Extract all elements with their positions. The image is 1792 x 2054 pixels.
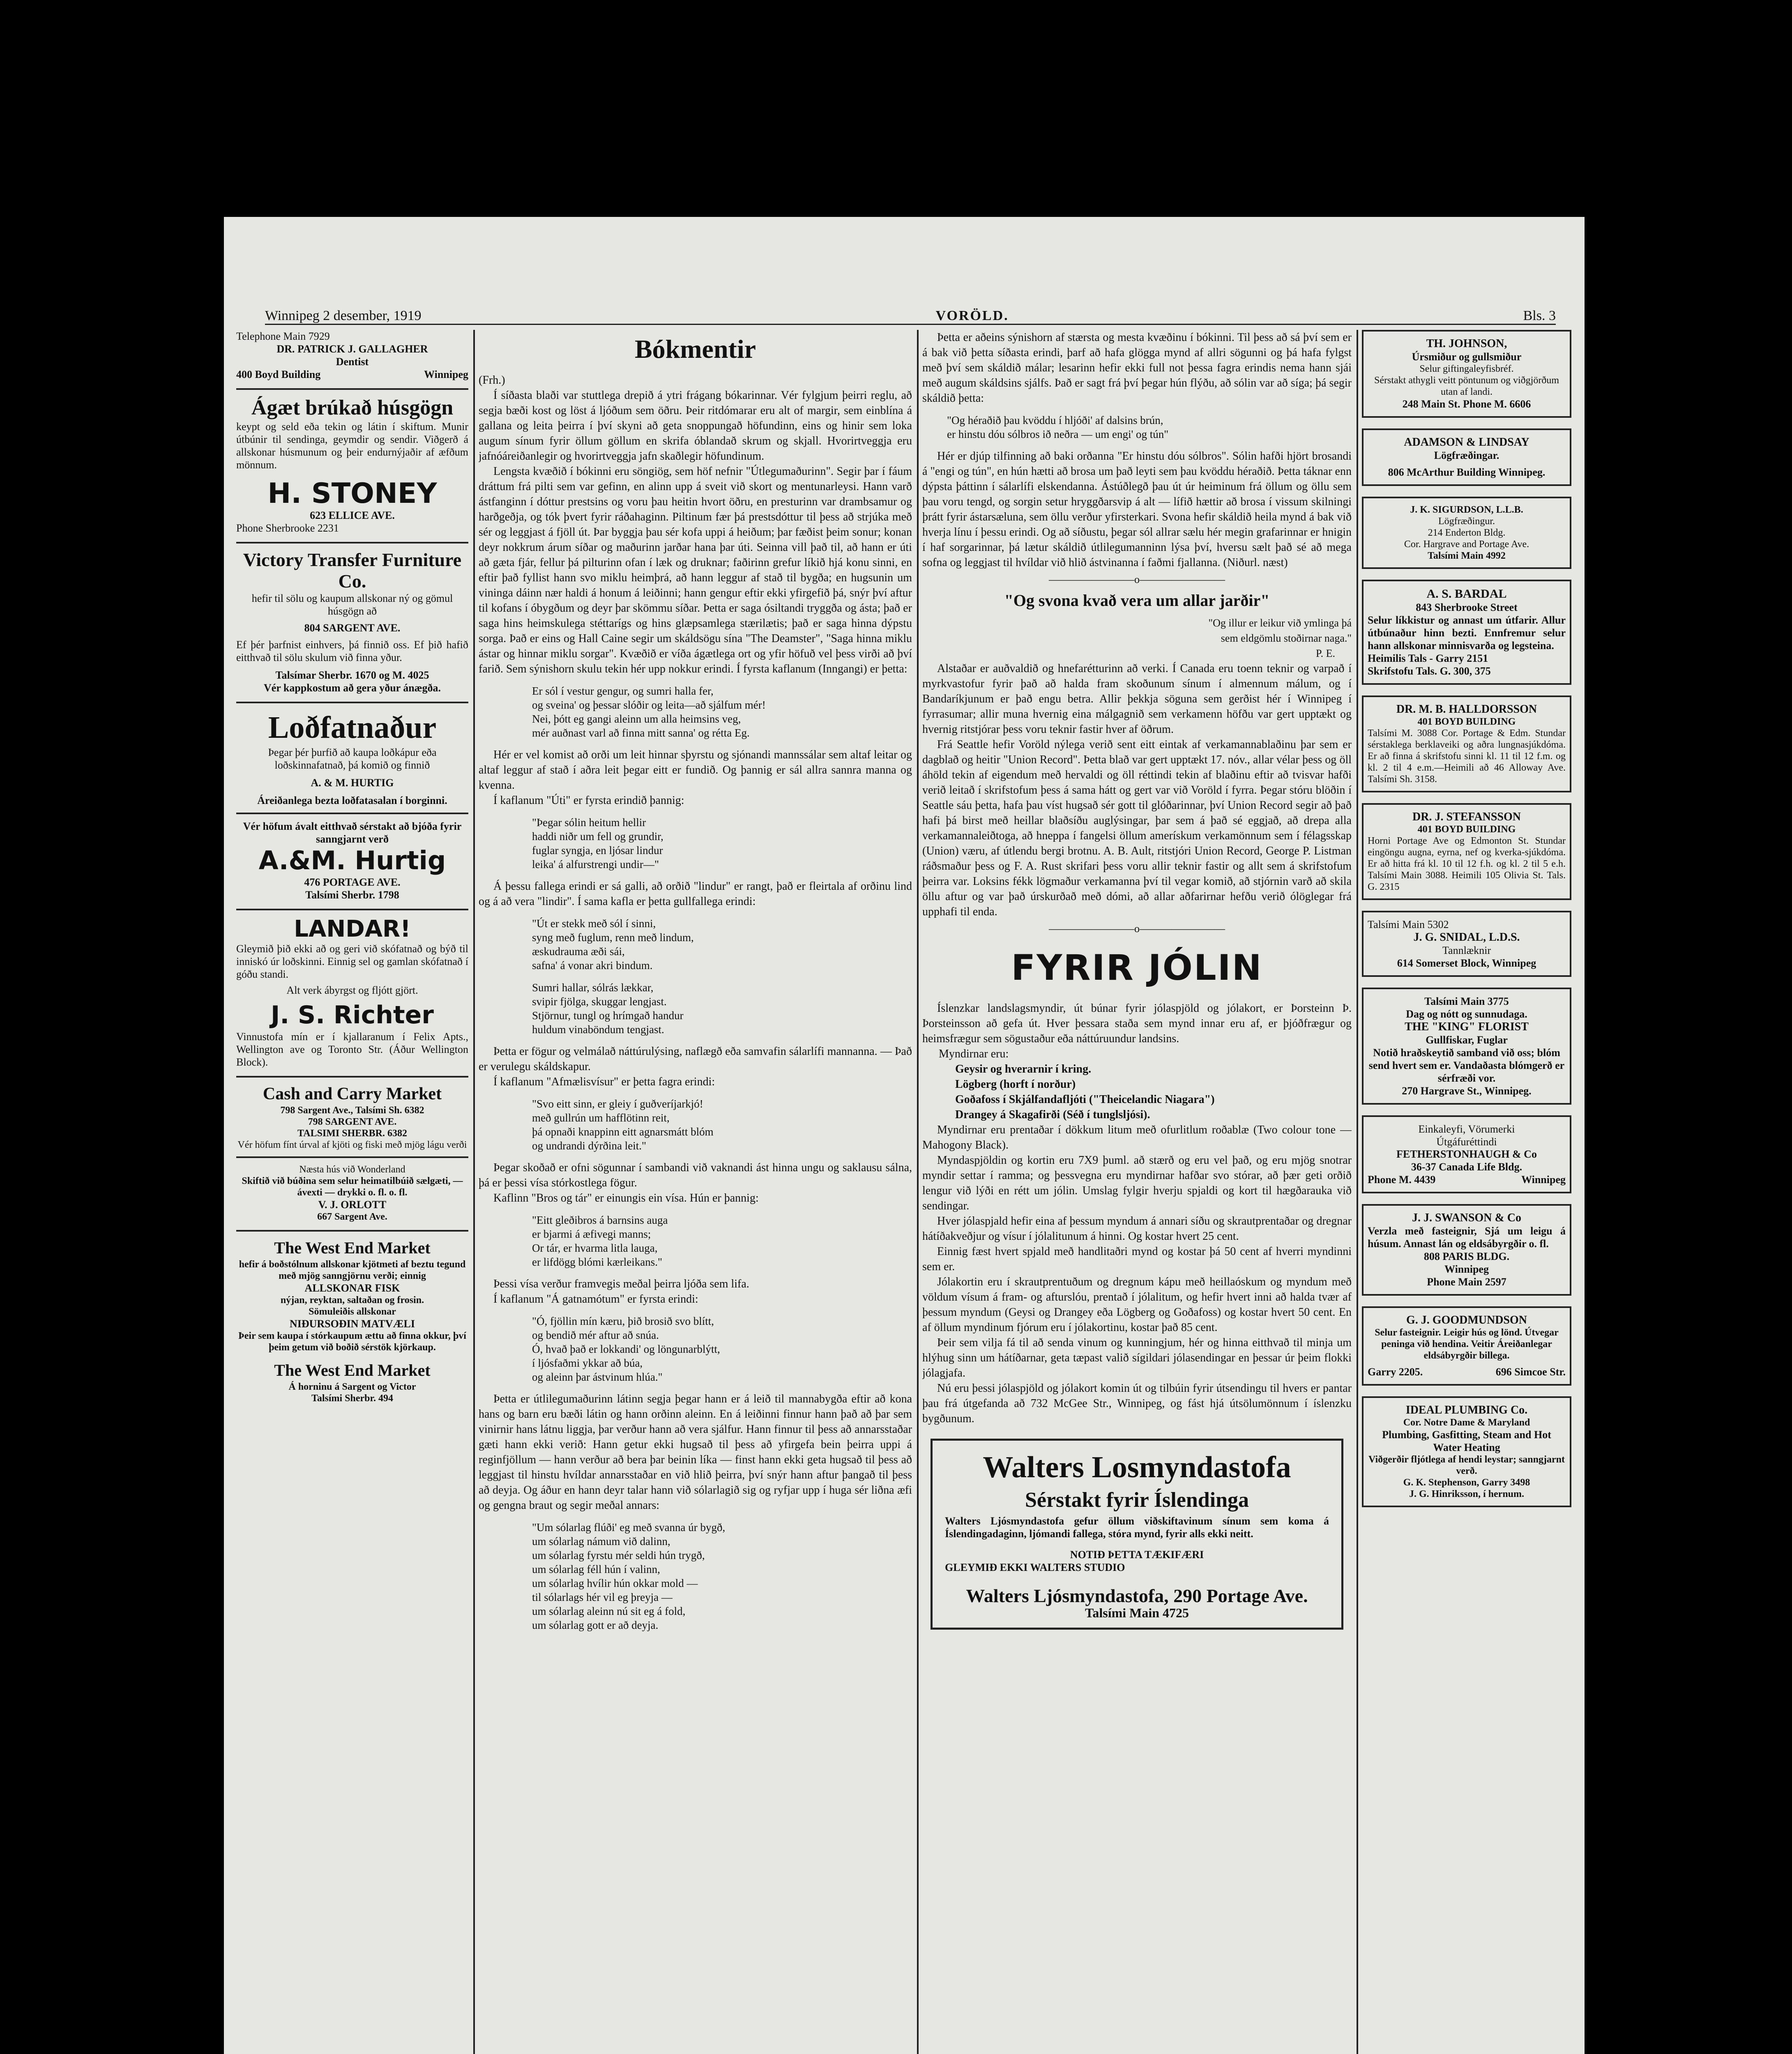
ad-address: 401 BOYD BUILDING bbox=[1417, 824, 1516, 835]
article-paragraph: Í síðasta blaði var stuttlega drepið á ytri frágang bókarinnar. Vér fylgjum þeirri reglu, að segja bæði kost og löst á ljóðum sem öðru. Þeir ritdómarar eru alt of margir, sem einblína á gallana og leita þeirra í því skyni að geta snoppungað höfundinn, eins og hinir sem loka augum sínum fyrir öllum göllum en skrifa óblandað skrum og skjall. Hvorirtveggja eru jafnóáreiðanlegir og hvorirtveggja jafn skaðlegir höfundinum. bbox=[479, 389, 912, 463]
ad-slogan: Vér kappkostum að gera yður ánægða. bbox=[264, 682, 441, 694]
poem-line: um sólarlag námum við dalinn, bbox=[532, 1535, 670, 1547]
ad-cash-carry bbox=[236, 1083, 468, 1223]
ad-landar bbox=[236, 916, 468, 1068]
ad-furniture bbox=[236, 396, 468, 471]
ad-address: 401 BOYD BUILDING bbox=[1417, 716, 1516, 727]
ad-phone: Skrifstofu Tals. G. 300, 375 bbox=[1368, 665, 1491, 677]
list-item: Goðafoss í Skjálfandafljóti ("Theicelandic Niagara") bbox=[955, 1093, 1215, 1106]
poem bbox=[532, 1314, 912, 1384]
ad-contact bbox=[1368, 1365, 1566, 1378]
ad-line: TALSIMI SHERBR. 6382 bbox=[297, 1128, 407, 1139]
ad-body: Vér höfum ávalt eitthvað sérstakt að bjóða fyrir sanngjarnt verð bbox=[243, 820, 462, 845]
ad-address bbox=[236, 368, 468, 381]
ad-line: NOTIÐ ÞETTA TÆKIFÆRI bbox=[1070, 1549, 1204, 1561]
poem-line: Ó, hvað það er lokkandi' og löngunarblýtt, bbox=[532, 1343, 720, 1355]
article-paragraph: Þegar skoðað er ofni sögunnar í sambandi við vaknandi ást hinna ungu og saklausu sálna, þá er þessi vísa stórkostlega fögur. bbox=[479, 1161, 912, 1189]
divider bbox=[236, 813, 468, 814]
column-4-directory bbox=[1362, 330, 1571, 2054]
ad-address: 696 Simcoe Str. bbox=[1495, 1366, 1566, 1378]
ad-line: Lögfræðingur. bbox=[1438, 516, 1495, 527]
quote-signature: P. E. bbox=[1316, 647, 1335, 659]
divider bbox=[236, 702, 468, 703]
ad-line: Sérstakt athygli veitt pöntunum og viðgjörðum utan af landi. bbox=[1374, 375, 1559, 397]
poem-line: og aleinn þar ástvinum hlúa." bbox=[532, 1371, 663, 1383]
poem-line: leika' á alfurstrengi undir—" bbox=[532, 858, 659, 870]
ad-line: nýjan, reyktan, saltaðan og frosin. bbox=[280, 1295, 424, 1306]
ad-firm: A. & M. HURTIG bbox=[311, 777, 394, 789]
ad-phone: Talsími Sherbr. 1798 bbox=[305, 889, 399, 901]
poem-line: "Svo eitt sinn, er gleiy í guðveríjarkjó! bbox=[532, 1098, 703, 1110]
section-ornament: ————————o———————— bbox=[1049, 923, 1225, 935]
list-item: Lögberg (horft í norður) bbox=[955, 1078, 1076, 1091]
list-item: Drangey á Skagafirði (Séð í tunglsljósi). bbox=[955, 1108, 1150, 1121]
list-item: Geysir og hverarnir í kring. bbox=[955, 1063, 1092, 1075]
ad-swanson bbox=[1362, 1204, 1571, 1296]
ad-phone: Talsími Sherbr. 494 bbox=[311, 1393, 393, 1404]
poem-line: er hinstu dóu sólbros ið neðra — um engi' og tún" bbox=[947, 428, 1169, 440]
ad-note: Alt verk ábyrgst og fljótt gjört. bbox=[286, 984, 418, 996]
ad-body: Skiftið við búðina sem selur heimatilbúið sælgæti, — ávexti — drykki o. fl. o. fl. bbox=[242, 1176, 463, 1198]
ad-king-florist bbox=[1362, 988, 1571, 1105]
article-paragraph: Hér er djúp tilfinning að baki orðanna "Er hinstu dóu sólbros". Sólin hafði hjört brosandi á "engi og tún", en hún hætti að brosa um það leyti sem þau kvöddu héraðið. Þetta táknar enn dýpsta þáttinn í sálarlífi elskendanna. Ástúðlegð þau út úr heiminum frá öllum og öllu sem þau voru tengd, og sorgin setur hryggðarsvip á alt — lífið hættir að brosa í vissum skilningi þrátt fyrir ástarsæluna, sem öllu verður yfirsterkari. Svona hefir skáldið heila mynd á bak við hverja línu í þessu erindi. Og að síðustu, þegar sól allrar sælu hér megin grafarinnar er hnigin í haf sorgarinnar, þá lætur skáldið útlilegumanninn lýsa því, hversu sælt það sé að mega sofna og leggjast til hvíldar við hlið ástvinanna í faðmi fjallanna. (Niðurl. næst) bbox=[922, 450, 1352, 569]
header-masthead: VORÖLD. bbox=[935, 308, 1009, 323]
ad-phone-left: Phone M. 4439 bbox=[1368, 1174, 1436, 1186]
poem-line: svipir fjölga, skuggar lengjast. bbox=[532, 995, 667, 1008]
poem-line: mér auðnast varl að finna mitt sanna' og rétta Eg. bbox=[532, 727, 750, 739]
column-rule bbox=[1357, 330, 1358, 2054]
ad-line: Einkaleyfi, Vörumerki bbox=[1418, 1123, 1515, 1135]
ad-name: DR. J. STEFANSSON bbox=[1412, 811, 1521, 823]
divider bbox=[236, 1076, 468, 1078]
ad-name: TH. JOHNSON, bbox=[1426, 337, 1507, 350]
ad-address: 808 PARIS BLDG. bbox=[1423, 1250, 1510, 1262]
page-header bbox=[265, 295, 1556, 325]
ad-phone: Garry 2205. bbox=[1368, 1366, 1423, 1378]
ad-title: Dentist bbox=[336, 356, 369, 368]
divider bbox=[236, 388, 468, 390]
poem bbox=[532, 815, 912, 871]
ad-body: Horni Portage Ave og Edmonton St. Stundar eingöngu augna, eyrna, nef og kverka-sjúkdóma. Er að hitta frá kl. 10 til 12 f.h. og kl. 2 til 5 e.h. Talsími Main 3088. Heimili 105 Olivia St. Tals. G. 2315 bbox=[1368, 836, 1566, 892]
ad-phone: Telephone Main 7929 bbox=[236, 330, 330, 342]
ad-phone: Heimilis Tals - Garry 2151 bbox=[1368, 652, 1488, 664]
ad-body: hefir á boðstólnum allskonar kjötmeti af beztu tegund með mjög sanngjörnu verði; einnig bbox=[239, 1259, 466, 1281]
article-paragraph: Íslenzkar landslagsmyndir, út búnar fyrir jólaspjöld og jólakort, er Þorsteinn Þ. Þorsteinsson að gefa út. Hver þessara staða sem mynd innar eru af, er þjóðfrægur og heimsfrægur sem sögustaður eða náttúruundur landsins. bbox=[922, 1002, 1352, 1045]
article-paragraph: Þessi vísa verður framvegis meðal þeirra ljóða sem lifa. bbox=[493, 1278, 749, 1290]
ad-stefansson bbox=[1362, 803, 1571, 900]
article-paragraph: Kaflinn "Bros og tár" er einungis ein vísa. Hún er þannig: bbox=[493, 1192, 759, 1204]
ad-phone: Talsími Main 3775 bbox=[1424, 995, 1509, 1007]
poem-line: huldum vinaböndum tengjast. bbox=[532, 1023, 664, 1036]
ad-name: H. STONEY bbox=[267, 477, 437, 510]
poem-line: safna' á vonar akri bindum. bbox=[532, 959, 653, 972]
column-1-ads bbox=[236, 330, 468, 2054]
poem bbox=[947, 413, 1352, 441]
article-paragraph: Í kaflanum "Afmælisvísur" er þetta fagra erindi: bbox=[493, 1075, 715, 1088]
ad-name: J. S. Richter bbox=[271, 1001, 434, 1029]
ad-address: 806 McArthur Building Winnipeg. bbox=[1388, 466, 1546, 478]
ad-walters-studio bbox=[931, 1439, 1343, 1630]
ad-line: GLEYMIÐ EKKI WALTERS STUDIO bbox=[945, 1561, 1125, 1573]
ad-halldorsson bbox=[1362, 695, 1571, 792]
divider bbox=[236, 909, 468, 910]
poem bbox=[532, 1097, 912, 1153]
article-paragraph: Alstaðar er auðvaldið og hnefarétturinn að verki. Í Canada eru toenn teknir og varpað í myrkvastofur fyrir það að halda fram skoðunum sínum í almennum málum, og í Bandaríkjunum er það engu betra. Allir þekkja söguna sem gerðist hér í Winnipeg í fyrrasumar; allir muna hvernig eina málgagnið sem verkamenn höfðu var gert upptækt og hvernig ritstjórar þess voru teknir fastir hver af öðrum. bbox=[922, 662, 1352, 736]
poem bbox=[532, 916, 912, 1036]
ad-name: G. J. GOODMUNDSON bbox=[1406, 1314, 1527, 1326]
poem-line: í ljósfaðmi ykkar að búa, bbox=[532, 1357, 643, 1369]
poem-line: og bendið mér aftur að snúa. bbox=[532, 1329, 659, 1341]
ad-address: 36-37 Canada Life Bldg. bbox=[1411, 1161, 1523, 1173]
poem-line: haddi niðr um fell og grundir, bbox=[532, 830, 663, 843]
ad-line: G. K. Stephenson, Garry 3498 bbox=[1403, 1477, 1530, 1488]
ad-body: Selur líkkistur og annast um útfarir. Allur útbúnaður hinn bezti. Ennfremur selur hann allskonar minnisvarða og legsteina. bbox=[1368, 614, 1566, 652]
ad-address: 476 PORTAGE AVE. bbox=[304, 876, 401, 888]
poem-line: um sólarlag féll hún í valinn, bbox=[532, 1563, 660, 1575]
article-paragraph: Hér er vel komist að orði um leit hinnar sþyrstu og sjónandi mannssálar sem altaf leitar og altaf leggur af stað í aðra leit þegar eitt er fundið. Og þannig er sál allra sannra manna og kvenna. bbox=[479, 748, 912, 792]
ad-sndal bbox=[1362, 911, 1571, 977]
ad-title: Loðfatnaður bbox=[268, 710, 437, 745]
poem-line: Or tár, er hvarma litla lauga, bbox=[532, 1242, 658, 1254]
article-headline: FYRIR JÓLIN bbox=[1011, 947, 1263, 988]
ad-name: J. G. SNIDAL, L.D.S. bbox=[1413, 931, 1520, 944]
divider bbox=[236, 542, 468, 543]
quote-line: "Og illur er leikur við ymlinga þá bbox=[1208, 617, 1352, 629]
poem-line: syng með fuglum, renn með lindum, bbox=[532, 931, 694, 944]
ad-phone: Talsími Main 4992 bbox=[1428, 550, 1506, 561]
ad-body: Verzla með fasteignir, Sjá um leigu á húsum. Annast lán og eldsábyrgðir o. fl. bbox=[1368, 1225, 1566, 1250]
ad-line: ALLSKONAR FISK bbox=[304, 1282, 400, 1294]
poem-line: þá opnaði knappinn eitt agnarsmátt blóm bbox=[532, 1126, 714, 1138]
article-paragraph: Þetta er útlilegumaðurinn látinn segja þegar hann er á leið til mannabygða eftir að kona hans og barn eru bæði látin og hann orðinn aleinn. En á leiðinni finnur hann það að þar sem vinirnir hans látnu liggja, þar verður hann að vera sjálfur. Hann finnur til þess að annarsstaðar gæti hann ekki verið: Hann getur ekki hugsað til þess að yfirgefa bein þeirra uppi á reginfjöllum — hann verður að bera þar beinin líka — finst hann ekki geta hugsað til þess að leggjast til hinstu hvíldar annarsstaðar en við hlið þeirra, því snýr hann aftur þangað til þess að deyja. Og áður en hann deyr talar hann við sólarlagið sig og ryfjar upp í huga sér liðna æfi og gengna braut og segir meðal annars: bbox=[479, 1393, 912, 1512]
poem-line: æskudrauma æði sái, bbox=[532, 945, 625, 958]
article-body bbox=[922, 330, 1352, 570]
poem-line: Nei, þótt eg gangi aleinn um alla heimsins veg, bbox=[532, 713, 741, 725]
poem-line bbox=[532, 972, 912, 981]
ad-title: Victory Transfer Furniture Co. bbox=[243, 549, 462, 592]
ad-phone bbox=[1368, 1173, 1566, 1186]
ad-address: 667 Sargent Ave. bbox=[317, 1211, 387, 1222]
ad-phone-right: Winnipeg bbox=[1521, 1174, 1566, 1186]
poem bbox=[532, 1520, 912, 1632]
poem-line: Sumri hallar, sólrás lækkar, bbox=[532, 981, 654, 994]
ad-johnson bbox=[1362, 330, 1571, 418]
ad-line: J. G. Hinriksson, í hernum. bbox=[1409, 1489, 1525, 1499]
ad-line: Næsta hús við Wonderland bbox=[299, 1164, 405, 1175]
ad-phone: Talsími Main 5302 bbox=[1368, 919, 1449, 930]
article-paragraph: Þetta er aðeins sýnishorn af stærsta og mesta kvæðinu í bókinni. Til þess að sá því sem er á bak við þetta síðasta erindi, þarf að hafa glögga mynd af allri sögunni og þá hafa fylgst með því sem skáldið málar; lesarinn hefir ekki full not þessa fagra erindis nema hann sjái með augum skáldsins sjálfs. Það er sagt frá því þegar hún flýðu, að sólin var að síga; þá segir skáldið þetta: bbox=[922, 331, 1352, 405]
article-headline: "Og svona kvað vera um allar jarðir" bbox=[1004, 591, 1270, 610]
article-paragraph: Hver jólaspjald hefir eina af þessum myndum á annari síðu og skrautprentaðar og dregnar hátíðakveðjur og vísur í jólalitunum á hinni. Og kostar hvert 25 cent. bbox=[922, 1215, 1352, 1243]
ad-address-left: 400 Boyd Building bbox=[236, 368, 321, 380]
article-body bbox=[479, 373, 912, 1632]
poem-line: um sólarlag hvílir hún okkar mold — bbox=[532, 1577, 698, 1589]
poem-line: og sveina' og þessar slóðir og leita—að sjálfum mér! bbox=[532, 699, 766, 711]
ad-body: Selur fasteignir. Leigir hús og lönd. Útvegar peninga við hendina. Veitir Áreiðanlegar eldsábyrgðir billega. bbox=[1375, 1327, 1559, 1361]
column-rule bbox=[917, 330, 919, 2054]
section-ornament: ————————o———————— bbox=[1049, 573, 1225, 585]
ad-name: ADAMSON & LINDSAY bbox=[1404, 436, 1529, 449]
article-paragraph: Þetta er fögur og velmálað náttúrulýsing, naflægð eða samvafin sálarlífi mannanna. — Það er verulegu skáldskapur. bbox=[479, 1045, 912, 1073]
ad-phone: Phone Sherbrooke 2231 bbox=[236, 522, 339, 534]
divider bbox=[236, 1230, 468, 1232]
ad-title: Walters Losmyndastofa bbox=[983, 1451, 1291, 1484]
newspaper-page bbox=[224, 217, 1585, 2054]
ad-body: Walters Ljósmyndastofa gefur öllum viðskiftavinum sínum sem koma á Íslendingadaginn, ljómandi fallega, stóra mynd, fyrir alls ekki neitt. bbox=[945, 1515, 1329, 1540]
ad-title: Ágæt brúkað húsgögn bbox=[251, 396, 454, 419]
poem-line: fuglar syngja, en ljósar lindur bbox=[532, 844, 663, 857]
ad-name: J. K. SIGURDSON, L.L.B. bbox=[1410, 504, 1523, 515]
ad-name: FETHERSTONHAUGH & Co bbox=[1396, 1148, 1537, 1160]
poem-line: Er sól í vestur gengur, og sumri halla fer, bbox=[532, 685, 714, 697]
article-paragraph: Myndaspjöldin og kortin eru 7X9 þuml. að stærð og eru vel það, og eru mjög snotrar myndir settar í ramma; og þessvegna eru myndirnar hafðar svo stórar, að þær geti orðið lengur við lýði en rétt um jólin. Umslag fylgir hverju spjaldi og kort til hægðarauka við sendingar. bbox=[922, 1154, 1352, 1212]
ad-name: THE "KING" FLORIST bbox=[1405, 1020, 1529, 1033]
ad-name: V. J. ORLOTT bbox=[318, 1199, 387, 1211]
article-body bbox=[922, 1001, 1352, 1426]
ad-victory-transfer bbox=[236, 549, 468, 694]
ad-address: 804 SARGENT AVE. bbox=[304, 622, 401, 634]
header-page-number: Bls. 3 bbox=[1523, 308, 1556, 323]
ad-name: DR. M. B. HALLDORSSON bbox=[1396, 703, 1537, 716]
ad-furs bbox=[236, 709, 468, 901]
poem-line: með gullrún um hafflötinn reit, bbox=[532, 1112, 670, 1124]
ad-body: hefir til sölu og kaupum allskonar ný og gömul húsgögn að bbox=[251, 592, 453, 617]
ad-gallagher bbox=[236, 330, 468, 381]
poem-line: um sólarlag gott er að deyja. bbox=[532, 1619, 659, 1631]
list bbox=[922, 1062, 1352, 1122]
ad-address: Vinnustofa mín er í kjallaranum í Felix Apts., Wellington ave og Toronto Str. (Áður Wellington Block). bbox=[236, 1031, 468, 1068]
ad-line: Sömuleiðis allskonar bbox=[309, 1306, 396, 1317]
ad-name: Walters Ljósmyndastofa, 290 Portage Ave. bbox=[966, 1585, 1308, 1606]
ad-ideal-plumbing bbox=[1362, 1396, 1571, 1507]
poem-line: er bjarmi á æfivegi manns; bbox=[532, 1228, 651, 1240]
article-paragraph: Jólakortin eru í skrautprentuðum og dregnum kápu með heillaóskum og myndum með völdum vísum á fram- og afturslóu, prentað í jólalitum, og hefir hvert inni að halda tvær af þessum myndum (Geysi og Drangey eða Lögberg og Goðafoss) og kostar hvert 50 cent. En af öllum myndinum fjórum eru í jólakortinu, kostar það 85 cent. bbox=[922, 1276, 1352, 1334]
ad-name: DR. PATRICK J. GALLAGHER bbox=[276, 343, 428, 355]
column-3-articles bbox=[922, 330, 1352, 2054]
ad-line: Tannlæknir bbox=[1442, 944, 1491, 956]
ad-phone: Phone Main 2597 bbox=[1427, 1276, 1506, 1288]
article-paragraph: Í kaflanum "Úti" er fyrsta erindið þannig: bbox=[493, 794, 684, 807]
poem-line: um sólarlag aleinn nú sit eg á fold, bbox=[532, 1605, 686, 1617]
ad-body: Viðgerðir fljótlega af hendi leystar; sanngjarnt verð. bbox=[1368, 1454, 1565, 1476]
article-paragraph: Á þessu fallega erindi er sá galli, að orðið "lindur" er rangt, það er fleirtala af orðinu lind og á að vera "lindir". Í sama kafla er þetta gullfallega erindi: bbox=[479, 880, 912, 908]
article-continued: (Frh.) bbox=[479, 374, 505, 387]
ad-line: NIÐURSOÐIN MATVÆLI bbox=[289, 1318, 415, 1330]
ad-title: LANDAR! bbox=[294, 916, 411, 942]
ad-phone: Talsímar Sherbr. 1670 og M. 4025 bbox=[275, 669, 429, 681]
ad-west-end-market bbox=[236, 1237, 468, 1404]
ad-body: Þegar þér þurfið að kaupa loðkápur eða loðskinnafatnað, þá komið og finnið bbox=[268, 746, 437, 771]
ad-body: Gleymið þið ekki að og geri við skófatnað og býð til inniskó úr loðskinni. Einnig sel og gamlan skófatnað í góðu standi. bbox=[236, 943, 468, 980]
ad-body: Áreiðanlega bezta loðfatasalan í borginni. bbox=[257, 794, 447, 806]
article-paragraph: Lengsta kvæðið í bókinni eru söngiög, sem höf nefnir "Útlegumaðurinn". Segir þar í fáum dráttum frá pilti sem var gefinn, en alinn upp á sveit við skort og mentunarleysi. Hann varð ástfanginn í dóttur prestsins og voru þau heitin hvort öðru, en presturinn var drambsamur og harðgeðja, og tók þvert fyrir ráðahaginn. Piltinum fær þá prestsdóttur til þess að strjúka með sér og leggjast á fjöll út. Þar byggja þau sér kofa uppi á heiðum; þar fæðist þeim sonur; konan deyr nokkrum árum síðar og maðurinn jarðar hana þar úti. Seinna vill það til, að hann er úti að gæta fjár, fellur þá pilturinn ofan í læk og druknar; faðirinn grefur líkið hjá konu sinni, en eftir það fyllist hann svo miklu heimþrá, að hann leggur af stað til bygða; en hugsunin um vininga dáinn nær haldi á honum á leiðinni; hann gengur eftir ekki yfirgefið þá, snýr því aftur til kofans í óbygðum og deyr þar skömmu síðar. Þetta er saga ósiltandi tryggða og ásta; það er saga hins heimskulega stéttarígs og hins glæpsamlega stærilætis; það er saga hinna dýpstu sorga. Það er eins og Hall Caine segir um skáldsögu sína "The Deamster", "Saga hinna miklu ástar og hinnar miklu sorgar". Kvæðið er víða ágætlega ort og yfir höfuð vel þess virði að því farið. Sem sýnishorn skulu tekin hér upp nokkur erindi. Í fyrsta kaflanum (Inngangi) er þetta: bbox=[479, 465, 912, 675]
poem-line: Stjörnur, tungl og hrímgað handur bbox=[532, 1009, 684, 1022]
ad-line: Cor. Notre Dame & Maryland bbox=[1403, 1417, 1530, 1428]
poem-line: um sólarlag fyrstu mér seldi hún trygð, bbox=[532, 1549, 705, 1561]
ad-adamson-lindsay bbox=[1362, 428, 1571, 486]
column-2-article bbox=[479, 330, 912, 2054]
ad-line: Cor. Hargrave and Portage Ave. bbox=[1404, 539, 1529, 550]
header-date: Winnipeg 2 desember, 1919 bbox=[265, 308, 422, 323]
article-paragraph: Í kaflanum "Á gatnamótum" er fyrsta erindi: bbox=[493, 1293, 698, 1306]
ad-line: Plumbing, Gasfitting, Steam and Hot Water Heating bbox=[1382, 1429, 1551, 1453]
ad-line: 214 Enderton Bldg. bbox=[1428, 527, 1506, 538]
ad-line: Lögfræðingar. bbox=[1434, 449, 1499, 461]
poem-line: "Og héraðið þau kvöddu í hljóði' af dalsins brún, bbox=[947, 414, 1163, 426]
poem-line: "Eitt gleðibros á barnsins auga bbox=[532, 1214, 668, 1226]
ad-name: A.&M. Hurtig bbox=[258, 845, 446, 875]
poem-line: til sólarlags hér vil eg þreyja — bbox=[532, 1591, 673, 1603]
ad-name: IDEAL PLUMBING Co. bbox=[1405, 1404, 1528, 1416]
article-title: Bókmentir bbox=[634, 334, 756, 364]
ad-city: Winnipeg bbox=[1444, 1263, 1489, 1275]
ad-goodmundson bbox=[1362, 1306, 1571, 1386]
divider bbox=[236, 1156, 468, 1158]
poem-line: "Ó, fjöllin mín kæru, þið brosið svo blítt, bbox=[532, 1315, 714, 1327]
ad-body: Ef þér þarfnist einhvers, þá finnið oss. Ef þið hafið eitthvað til sölu skulum við finna yður. bbox=[236, 639, 468, 663]
ad-sigurdson bbox=[1362, 497, 1571, 569]
ad-phone: Talsími Main 4725 bbox=[1085, 1605, 1189, 1620]
ad-line: Dag og nótt og sunnudaga. bbox=[1406, 1008, 1527, 1020]
ad-address: 614 Somerset Block, Winnipeg bbox=[1397, 957, 1536, 969]
ad-title: Cash and Carry Market bbox=[263, 1085, 442, 1103]
article-paragraph: Frá Seattle hefir Voröld nýlega verið sent eitt eintak af verkamannablaðinu þar sem er dagblað og heitir "Union Record". Þetta blað var gert upptækt 17. nóv., allar vélar þess og öll áhöld tekin af eigendum með hervaldi og öll réttindi tekin af blaðinu eftir að tvisvar hafði verið leitað í skrifstofum þess á sama hátt og gert var við Voröld í fyrra. Þegar stóru blöðin í Seattle sáu þetta, hafa þau víst hugsað sér gott til glóðarinnar, því Union Record segir að það hafi þá birst með heillar blaðsíðu auglýsingar, þar sem á það sé eggjað, að drepa alla verkamannaleiðtoga, að hneppa í fangelsi öllum amerískum verkamönnum sem í félagsskap (Union) væru, af útlendu bergi brotnu. A. B. Ault, ritstjóri Union Record, George P. Listman ráðsmaður þess og F. A. Rust skrifari þess voru allir teknir fastir og allt sem á skrifstofum þeirra var. Loksins fékk lögmaður verkamanna því til vegar komið, að stjórnin varð að skila öllu aftur og var það úrskurðað með dómi, að allar aðfarirnar hefðu verið ólöglegar frá upphafi til enda. bbox=[922, 738, 1352, 918]
column-rule bbox=[473, 330, 475, 2054]
ad-title: The West End Market bbox=[274, 1361, 431, 1379]
poem-line: og undrandi dýrðina leit." bbox=[532, 1140, 646, 1152]
ad-line: Útgáfuréttindi bbox=[1436, 1136, 1497, 1148]
article-paragraph: Nú eru þessi jólaspjöld og jólakort komin út og tilbúin fyrir útsendingu til hvers er pantar þau frá útgefanda að 732 McGee Str., Winnipeg, og fást hjá útsölumönnum í íslenzku bygðunum. bbox=[922, 1382, 1352, 1425]
ad-stoney bbox=[236, 479, 468, 534]
article-paragraph: Einnig fæst hvert spjald með handlitaðri mynd og kostar þá 50 cent af hverri myndinni sem er. bbox=[922, 1245, 1352, 1273]
poem-line: er lifdögg blómi kærleikans." bbox=[532, 1256, 662, 1268]
ad-body: Þeir sem kaupa í stórkaupum ættu að finna okkur, því þeim getum við boðið sérstök kjörkaup. bbox=[238, 1331, 466, 1353]
ad-subtitle: Sérstakt fyrir Íslendinga bbox=[1025, 1488, 1249, 1512]
ad-title: The West End Market bbox=[274, 1239, 431, 1257]
ad-name: A. S. BARDAL bbox=[1426, 587, 1507, 601]
ad-line: Selur giftingaleyfisbréf. bbox=[1419, 364, 1514, 374]
ad-body: Talsími M. 3088 Cor. Portage & Edm. Stundar sérstaklega berklaveiki og aðra lungnasjúkdóma. Er að finna á skrifstofu sinni kl. 11 til 12 f.m. og kl. 2 til 4 e.m.—Heimili að 46 Alloway Ave. Talsími Sh. 3158. bbox=[1368, 728, 1566, 785]
article-body bbox=[922, 615, 1352, 919]
ad-address-right: Winnipeg bbox=[424, 368, 468, 380]
ad-address: Á horninu á Sargent og Victor bbox=[288, 1382, 416, 1392]
ad-fetherstonhaugh bbox=[1362, 1115, 1571, 1193]
ad-line: 798 Sargent Ave., Talsími Sh. 6382 bbox=[280, 1105, 424, 1116]
ad-line: 798 SARGENT AVE. bbox=[308, 1117, 397, 1127]
article-paragraph: Þeir sem vilja fá til að senda vinum og kunningjum, hér og hinna eitthvað til minja um hlýhug sinn um hátíðarnar, geta tæpast valið sígildari jólasendingar en þessar úr þeim flokki jólagjafa. bbox=[922, 1336, 1352, 1379]
quote-line: sem eldgömlu stoðirnar naga." bbox=[1221, 632, 1352, 644]
ad-body: Vér höfum fínt úrval af kjöti og fiski með mjög lágu verði bbox=[237, 1140, 467, 1150]
ad-address: 270 Hargrave St., Winnipeg. bbox=[1402, 1085, 1532, 1097]
ad-name: J. J. SWANSON & Co bbox=[1412, 1211, 1522, 1224]
poem-line: "Þegar sólin heitum hellir bbox=[532, 816, 646, 829]
article-paragraph: Myndirnar eru prentaðar í dökkum litum með ofurlitlum roðablæ (Two colour tone — Mahogony Black). bbox=[922, 1124, 1352, 1151]
ad-body: keypt og seld eða tekin og látin í skiftum. Munir útbúnir til sendinga, geymdir og sendir. Viðgerð á allskonar húsmunum og þeir endurnýjaðir af æfðum mönnum. bbox=[236, 421, 468, 471]
poem-line: "Um sólarlag flúði' eg með svanna úr bygð, bbox=[532, 1521, 726, 1534]
list-heading: Myndirnar eru: bbox=[939, 1048, 1009, 1060]
ad-address: 623 ELLICE AVE. bbox=[310, 509, 395, 521]
poem-line: "Út er stekk með sól í sinni, bbox=[532, 917, 656, 930]
ad-line: Úrsmiður og gullsmiður bbox=[1412, 351, 1522, 363]
ad-line: Gullfiskar, Fuglar bbox=[1426, 1034, 1508, 1046]
ad-address: 843 Sherbrooke Street bbox=[1416, 601, 1518, 613]
poem bbox=[532, 1213, 912, 1269]
ad-address: 248 Main St. Phone M. 6606 bbox=[1402, 398, 1531, 410]
ad-bardal bbox=[1362, 580, 1571, 685]
poem bbox=[532, 684, 912, 740]
ad-body: Notið hraðskeytið samband við oss; blóm send hvert sem er. Vandaðasta blómgerð er sérfræði vor. bbox=[1368, 1047, 1565, 1084]
